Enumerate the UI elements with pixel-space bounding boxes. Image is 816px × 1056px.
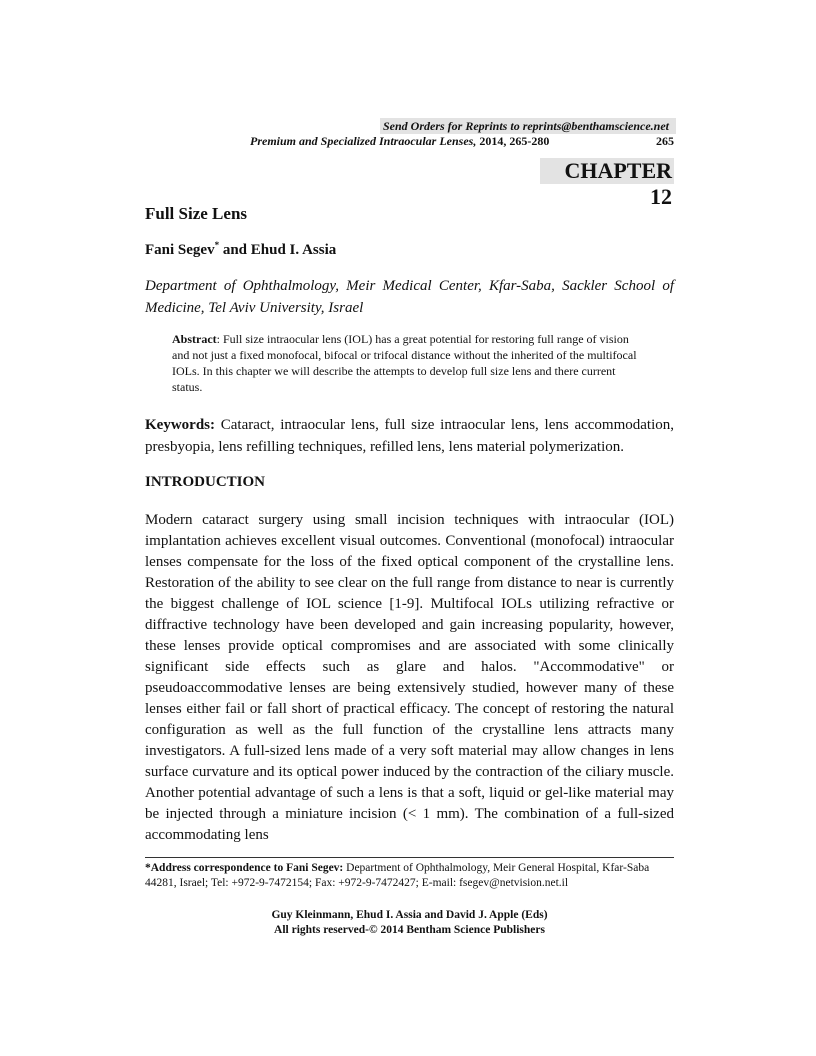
correspondence-footnote [145,861,674,891]
footnote-label: *Address correspondence to Fani Segev: [145,862,344,874]
intro-paragraph: Modern cataract surgery using small incision techniques with intraocular (IOL) implantation achieves excellent visual outcomes. Conventional (monofocal) intraocular lenses compensate for the loss of the fixed optical component of the crystalline lens. Restoration of the ability to see clear on the full range from distance to near is currently the biggest challenge of IOL science [1-9]. Multifocal IOLs utilizing refractive or diffractive technology have been developed and gain increasing popularity, however, these lenses provide optical compromises and are associated with some clinically significant side effects such as glare and halos. "Accommodative" or pseudoaccommodative lenses are being extensively studied, however many of these lenses either fail or fall short of practical efficacy. The concept of restoring the natural configuration as well as the full function of the crystalline lens attracts many investigators. A full-sized lens made of a very soft material may allow changes in lens surface curvature and its optical power induced by the contraction of the ciliary muscle. Another potential advantage of such a lens is that a soft, liquid or gel-like material may be injected through a miniature incision (< 1 mm). The combination of a full-sized accommodating lens [145,512,674,843]
author-line [145,240,336,259]
coauthor-names: and Ehud I. Assia [219,242,337,258]
author-name: Fani Segev [145,242,215,258]
keywords-text: Cataract, intraocular lens, full size intraocular lens, lens accommodation, presbyopia, lens refilling techniques, refilled lens, lens material polymerization. [145,417,674,455]
keywords-label: Keywords: [145,417,215,433]
copyright-line: All rights reserved-© 2014 Bentham Science Publishers [274,924,545,936]
page-number: 265 [656,134,674,148]
chapter-title: Full Size Lens [145,204,248,223]
journal-title: Premium and Specialized Intraocular Lenses, [250,134,477,148]
abstract [172,331,646,395]
affiliation: Department of Ophthalmology, Meir Medical Center, Kfar-Saba, Sackler School of Medicine, Tel Aviv University, Israel [145,278,674,316]
abstract-label: Abstract [172,332,217,346]
footnote-text: Department of Ophthalmology, Meir General Hospital, Kfar-Saba 44281, Israel; Tel: +972-9-7472154; Fax: +972-9-7472427; E-mail: fsegev@netvision.net.il [145,862,650,889]
editors-line: Guy Kleinmann, Ehud I. Assia and David J. Apple (Eds) [271,909,548,921]
keywords [145,414,674,458]
corresponding-mark: * [214,240,220,250]
journal-details: 2014, 265-280 [476,134,550,148]
section-heading: INTRODUCTION [145,474,266,490]
reprints-notice: Send Orders for Reprints to reprints@benthamscience.net [380,118,676,134]
publisher-footer [145,908,674,938]
running-header [250,133,674,149]
abstract-text: : Full size intraocular lens (IOL) has a great potential for restoring full range of vision and not just a fixed monofocal, bifocal or trifocal distance without the inherited of the multifocal IOLs. In this chapter we will describe the attempts to develop full size lens and there current status. [172,332,637,394]
footnote-divider [145,857,674,858]
chapter-label: CHAPTER 12 [540,158,674,184]
